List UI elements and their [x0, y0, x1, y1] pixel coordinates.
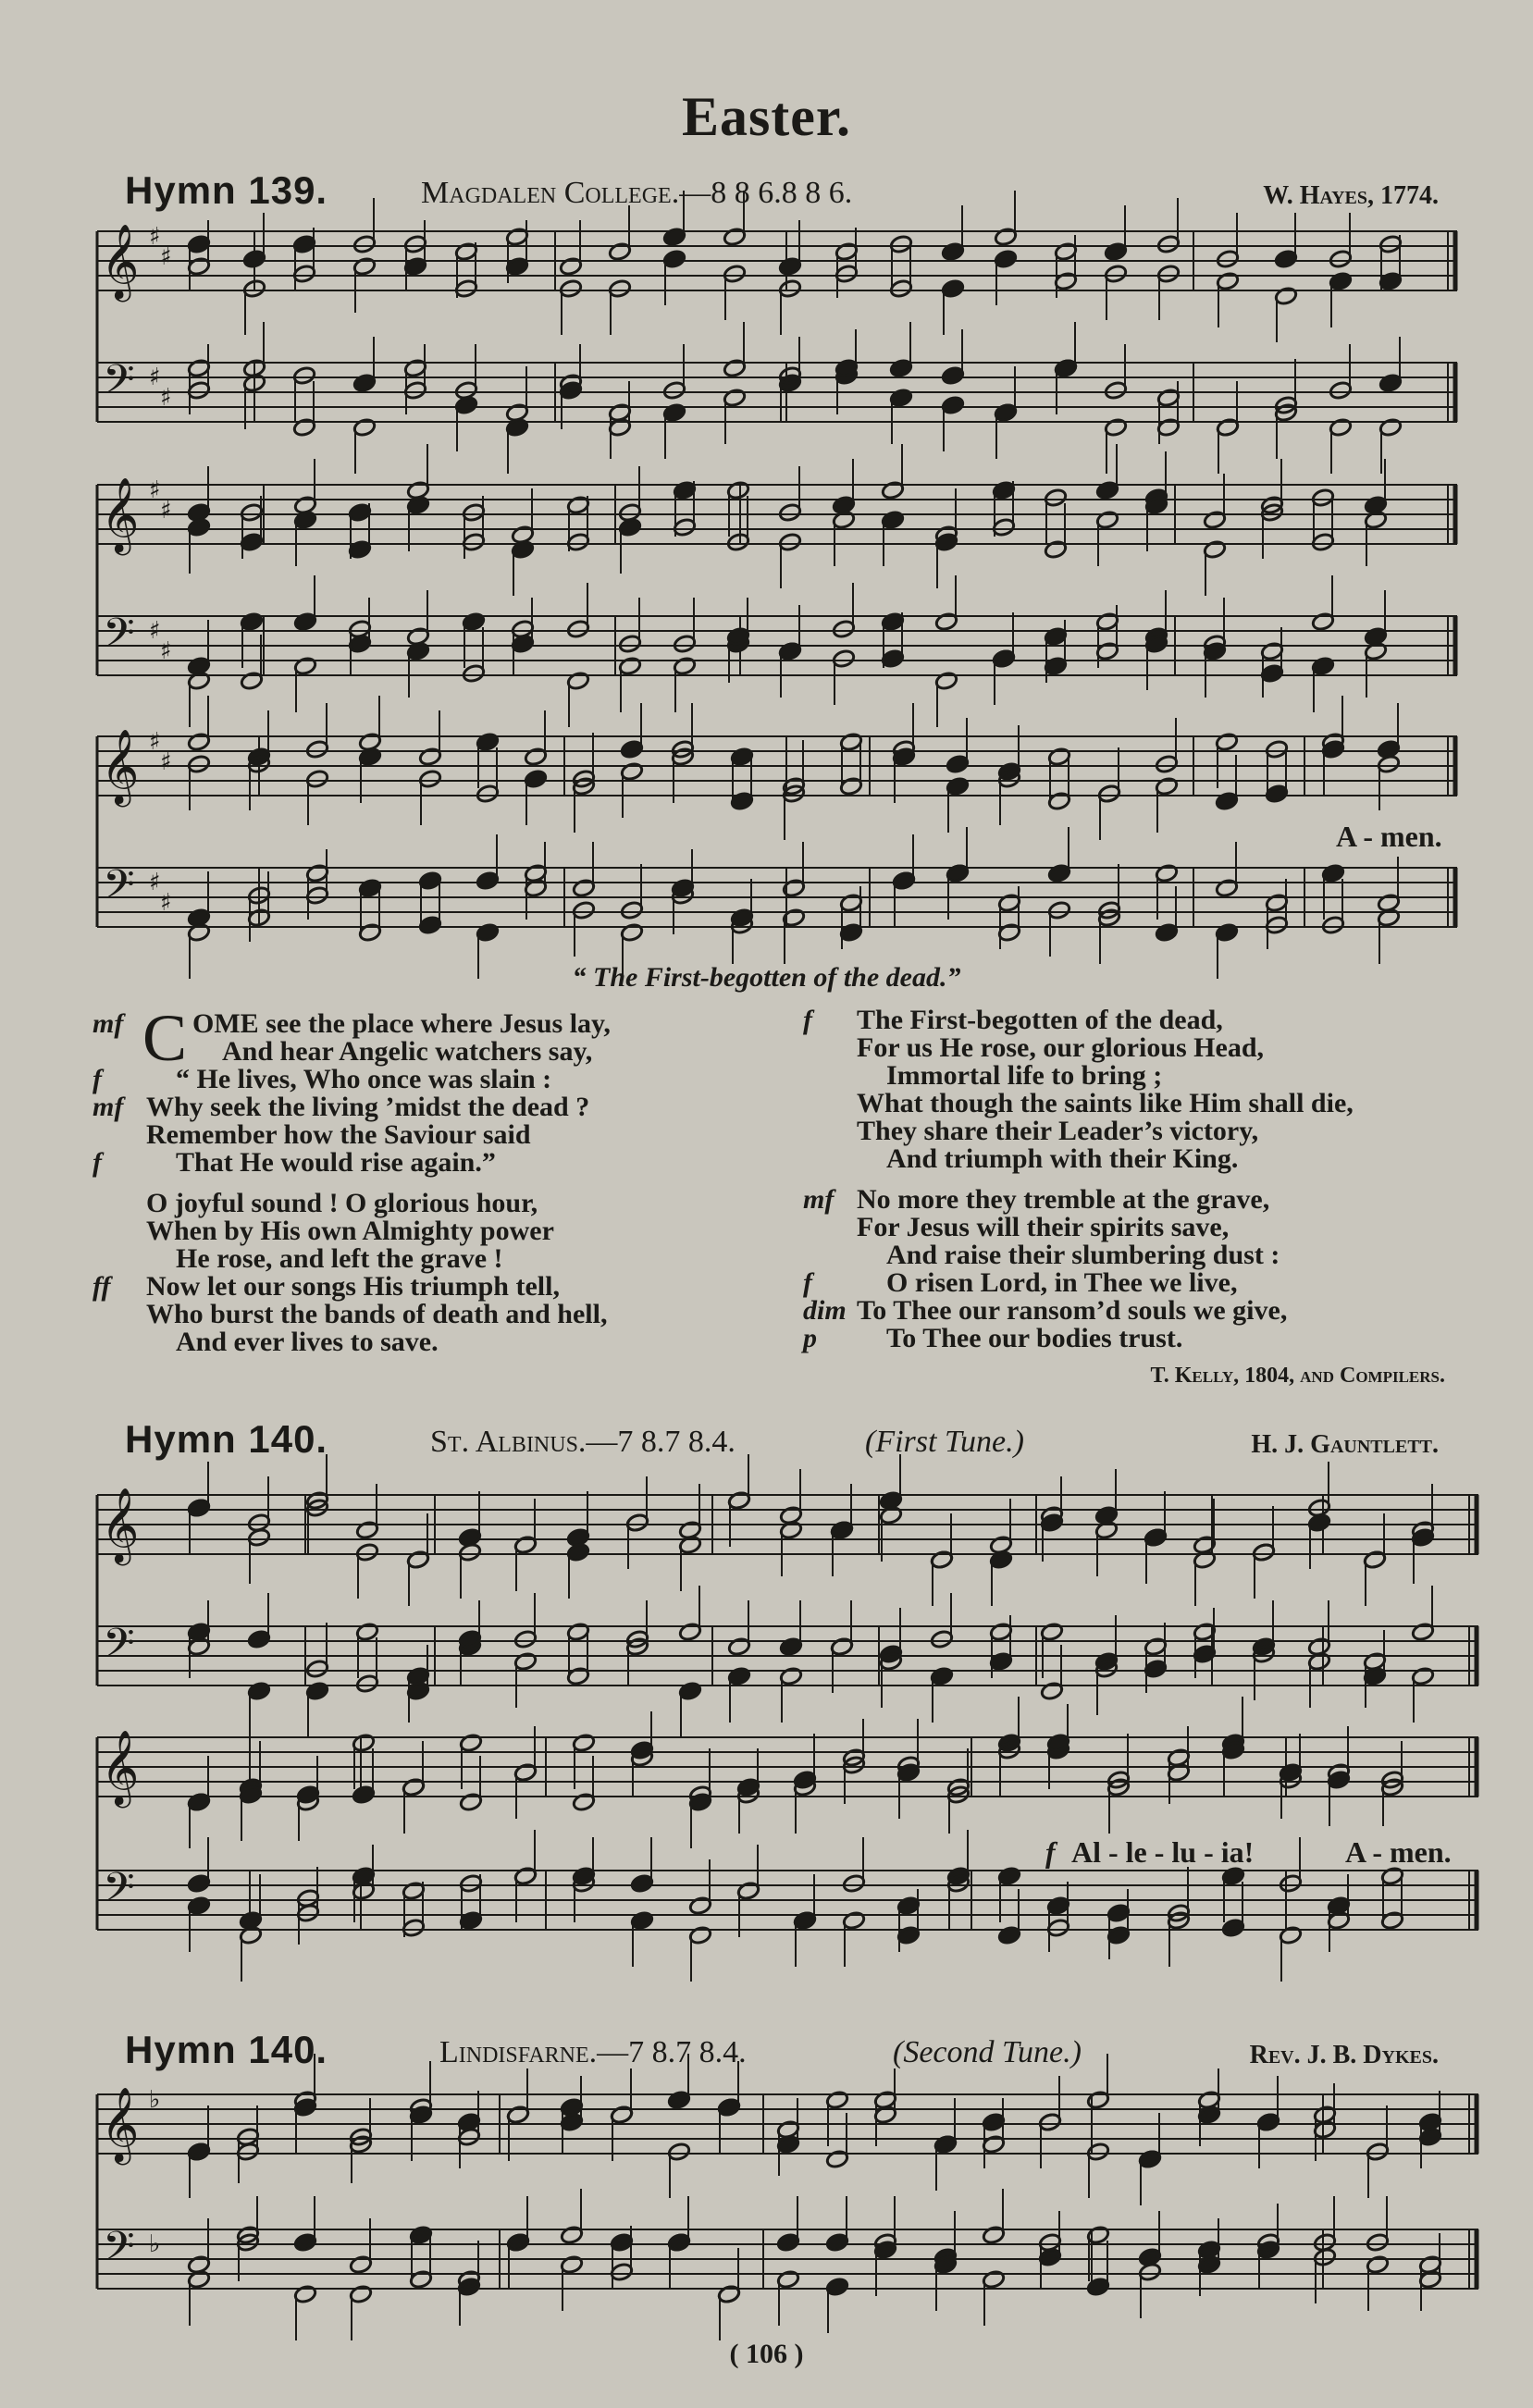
key-signature: ♯ [160, 497, 172, 525]
verse-line [803, 1241, 1469, 1269]
verse-line [93, 1190, 740, 1217]
verse-text: Who burst the bands of death and hell, [146, 1299, 608, 1329]
verse-text: He rose, and left the grave ! [176, 1243, 503, 1274]
verse-text: O risen Lord, in Thee we live, [886, 1267, 1238, 1298]
verse-line [93, 1121, 740, 1149]
treble-clef: 𝄞 [101, 223, 140, 299]
verse-line [93, 1066, 740, 1093]
verse-line [93, 1273, 740, 1301]
verse-line [93, 1149, 740, 1177]
hymn-number: Hymn 139. [125, 168, 328, 212]
key-signature: ♯ [149, 476, 161, 504]
text-author: T. Kelly, 1804, and Compilers. [1150, 1364, 1445, 1388]
tune-title: St. Albinus. [430, 1425, 587, 1459]
dynamic-marking: p [803, 1323, 817, 1353]
verse-line [93, 1217, 740, 1245]
alleluia-dynamic: f [1045, 1835, 1056, 1869]
treble-clef: 𝄞 [101, 476, 140, 552]
key-signature: ♭ [149, 2086, 161, 2114]
verse-line [93, 1245, 740, 1273]
verse-line [93, 1328, 740, 1356]
verse-text: OME see the place where Jesus lay, [192, 1008, 611, 1039]
verse-text: The First-begotten of the dead, [857, 1005, 1223, 1035]
treble-clef: 𝄞 [101, 2086, 140, 2162]
composer: H. J. Gauntlett. [1251, 1430, 1439, 1459]
verse-text: And raise their slumbering dust : [886, 1240, 1280, 1270]
verse-text: And triumph with their King. [886, 1143, 1239, 1174]
treble-clef: 𝄞 [101, 1487, 140, 1562]
bass-clef: 𝄢 [103, 2222, 135, 2280]
composer: W. Hayes, 1774. [1263, 181, 1439, 210]
key-signature: ♯ [160, 748, 172, 776]
key-signature: ♯ [160, 384, 172, 412]
tune-title: Lindisfarne. [439, 2035, 598, 2069]
tune-note: (First Tune.) [865, 1425, 1024, 1459]
tune-meter: —8 8 6.8 8 6. [679, 176, 853, 210]
dynamic-marking: mf [93, 1092, 124, 1122]
drop-cap: C [142, 1001, 188, 1075]
verse-line [803, 1090, 1469, 1118]
dynamic-marking: mf [93, 1008, 124, 1039]
key-signature: ♯ [149, 728, 161, 756]
verse-text: And ever lives to save. [176, 1327, 439, 1357]
composer: Rev. J. B. Dykes. [1249, 2041, 1439, 2069]
hymn-number: Hymn 140. [125, 1417, 328, 1461]
verse-text: And hear Angelic watchers say, [222, 1036, 593, 1067]
dynamic-marking: f [93, 1064, 102, 1094]
tune-meter: —7 8.7 8.4. [586, 1425, 736, 1459]
verse-text: Now let our songs His triumph tell, [146, 1271, 560, 1302]
bass-clef: 𝄢 [103, 355, 135, 414]
tune-title: Magdalen College. [421, 176, 680, 210]
key-signature: ♯ [149, 364, 161, 391]
verse-text: They share their Leader’s victory, [857, 1116, 1259, 1146]
verse-text: For Jesus will their spirits save, [857, 1212, 1230, 1242]
verse-text: “ He lives, Who once was slain : [176, 1064, 552, 1094]
amen-lyric: A - men. [1336, 820, 1442, 853]
key-signature: ♯ [149, 869, 161, 896]
key-signature: ♯ [160, 637, 172, 665]
verse-line [93, 1010, 740, 1038]
amen-lyric: A - men. [1345, 1835, 1452, 1869]
verse-column-right [803, 1006, 1469, 1352]
treble-clef: 𝄞 [101, 1729, 140, 1805]
hymn-number: Hymn 140. [125, 2028, 328, 2071]
verse-line [93, 1301, 740, 1328]
bass-clef: 𝄢 [103, 609, 135, 667]
verse-line [803, 1062, 1469, 1090]
dynamic-marking: dim [803, 1295, 847, 1326]
bass-clef: 𝄢 [103, 1619, 135, 1677]
key-signature: ♯ [149, 617, 161, 645]
key-signature: ♯ [149, 223, 161, 251]
verse-line [803, 1325, 1469, 1352]
verse-caption: “ The First-begotten of the dead.” [572, 962, 961, 993]
verse-line [93, 1093, 740, 1121]
verse-text: Why seek the living ’midst the dead ? [146, 1092, 590, 1122]
verse-line [803, 1118, 1469, 1145]
tune-note: (Second Tune.) [893, 2035, 1082, 2069]
verse-text: To Thee our bodies trust. [886, 1323, 1183, 1353]
verse-line [803, 1214, 1469, 1241]
verse-text: What though the saints like Him shall die, [857, 1088, 1354, 1118]
key-signature: ♯ [160, 243, 172, 271]
section-title: Easter. [681, 86, 852, 147]
verse-line [803, 1269, 1469, 1297]
verse-text: O joyful sound ! O glorious hour, [146, 1188, 538, 1218]
key-signature: ♭ [149, 2230, 161, 2258]
tune-meter: —7 8.7 8.4. [597, 2035, 747, 2069]
treble-clef: 𝄞 [101, 728, 140, 804]
verse-line [93, 1038, 740, 1066]
verse-text: No more they tremble at the grave, [857, 1184, 1270, 1215]
verse-line [803, 1034, 1469, 1062]
verse-text: When by His own Almighty power [146, 1216, 554, 1246]
bass-clef: 𝄢 [103, 1863, 135, 1921]
verse-column-left [93, 1001, 740, 1357]
dynamic-marking: mf [803, 1184, 834, 1215]
bass-clef: 𝄢 [103, 860, 135, 919]
key-signature: ♯ [160, 889, 172, 917]
verse-line [803, 1145, 1469, 1173]
verse-line [803, 1297, 1469, 1325]
page-number: ( 106 ) [729, 2339, 804, 2369]
verse-text: To Thee our ransom’d souls we give, [857, 1295, 1288, 1326]
dynamic-marking: ff [93, 1271, 111, 1302]
verse-text: Immortal life to bring ; [886, 1060, 1163, 1091]
dynamic-marking: f [803, 1267, 812, 1298]
verse-text: Remember how the Saviour said [146, 1119, 531, 1150]
verse-line [803, 1186, 1469, 1214]
dynamic-marking: f [803, 1005, 812, 1035]
verse-line [803, 1006, 1469, 1034]
dynamic-marking: f [93, 1147, 102, 1178]
verse-text: For us He rose, our glorious Head, [857, 1032, 1265, 1063]
alleluia-lyric: Al - le - lu - ia! [1071, 1835, 1255, 1869]
verse-text: That He would rise again.” [176, 1147, 496, 1178]
